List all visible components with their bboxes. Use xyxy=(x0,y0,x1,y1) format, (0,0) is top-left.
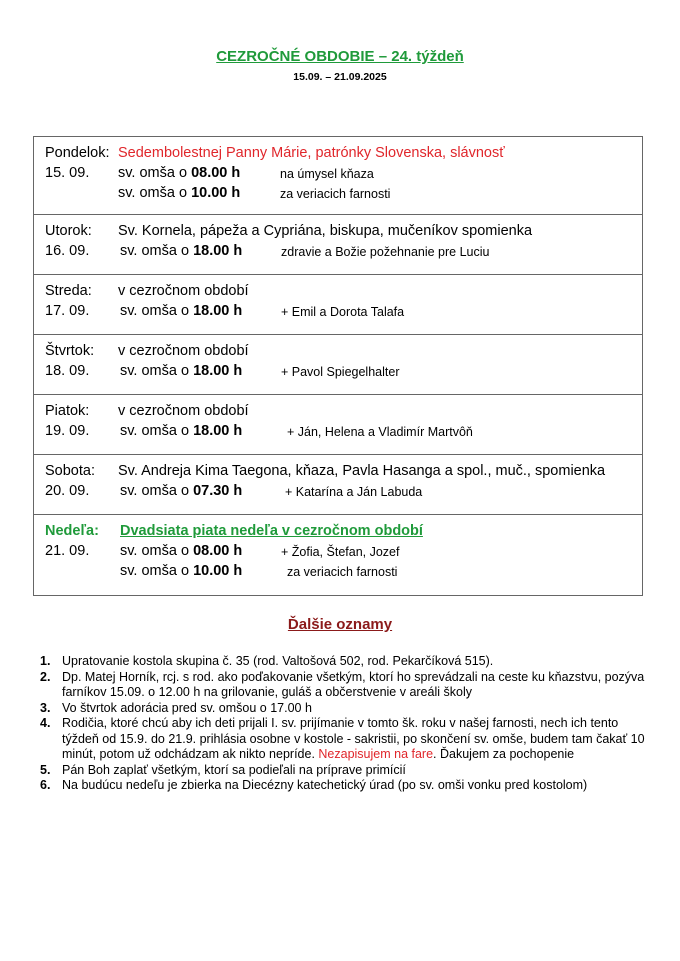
item-number: 6. xyxy=(40,778,51,792)
mass-prefix: sv. omša o xyxy=(120,543,194,559)
mass-intention: + Katarína a Ján Labuda xyxy=(285,485,423,499)
mass-prefix: sv. omša o xyxy=(120,363,194,379)
list-item xyxy=(40,763,650,779)
day-saturday xyxy=(34,455,642,515)
mass-time: 18.00 h xyxy=(193,243,243,259)
mass-prefix: sv. omša o xyxy=(120,243,194,259)
day-feast: v cezročnom období xyxy=(118,283,249,299)
day-friday xyxy=(34,395,642,455)
mass-time: 08.00 h xyxy=(191,165,241,181)
item-text-end: . Ďakujem za pochopenie xyxy=(433,747,575,761)
mass-time: 18.00 h xyxy=(193,303,243,319)
mass-intention: za veriacich farnosti xyxy=(287,565,398,579)
day-feast: Dvadsiata piata nedeľa v cezročnom období xyxy=(120,523,423,539)
day-name: Piatok: xyxy=(45,403,90,419)
item-text: Upratovanie kostola skupina č. 35 (rod. Valtošová 502, rod. Pekarčíková 515). xyxy=(62,654,494,668)
mass-prefix: sv. omša o xyxy=(118,165,192,181)
item-text: Pán Boh zaplať všetkým, ktorí sa podieľali na príprave primícií xyxy=(62,762,406,777)
week-dates: 15.09. – 21.09.2025 xyxy=(293,71,387,83)
mass-intention: + Pavol Spiegelhalter xyxy=(281,365,400,379)
mass-intention: zdravie a Božie požehnanie pre Luciu xyxy=(281,245,490,259)
mass-prefix: sv. omša o xyxy=(120,563,194,579)
mass-intention: za veriacich farnosti xyxy=(280,187,391,201)
day-feast: v cezročnom období xyxy=(118,403,249,419)
mass-time: 18.00 h xyxy=(193,363,243,379)
mass-time: 10.00 h xyxy=(191,185,241,201)
item-number: 2. xyxy=(40,669,51,684)
item-number: 1. xyxy=(40,654,51,668)
day-date: 21. 09. xyxy=(45,543,90,559)
day-feast: Sv. Andreja Kima Taegona, kňaza, Pavla Hasanga a spol., muč., spomienka xyxy=(118,463,606,479)
mass-prefix: sv. omša o xyxy=(118,185,192,201)
day-sunday xyxy=(34,515,642,595)
announcements-title: Ďalšie oznamy xyxy=(287,616,393,633)
mass-time: 07.30 h xyxy=(193,483,243,499)
mass-intention: + Ján, Helena a Vladimír Martvôň xyxy=(287,425,473,439)
item-number: 4. xyxy=(40,716,51,730)
list-item xyxy=(40,778,650,794)
mass-prefix: sv. omša o xyxy=(120,483,194,499)
mass-intention: + Emil a Dorota Talafa xyxy=(281,305,405,319)
mass-time: 18.00 h xyxy=(193,423,243,439)
day-name: Streda: xyxy=(45,283,92,299)
day-date: 18. 09. xyxy=(45,363,90,379)
mass-intention: + Žofia, Štefan, Jozef xyxy=(281,545,400,559)
day-wednesday xyxy=(34,275,642,335)
day-feast: v cezročnom období xyxy=(118,343,249,359)
day-thursday xyxy=(34,335,642,395)
day-name: Štvrtok: xyxy=(45,343,95,359)
mass-prefix: sv. omša o xyxy=(120,303,194,319)
item-text: Na budúcu nedeľu je zbierka na Diecézny katechetický úrad (po sv. omši vonku pred kostolom) xyxy=(62,778,588,792)
page-title: CEZROČNÉ OBDOBIE – 24. týždeň xyxy=(216,48,464,65)
announcements-list xyxy=(40,654,650,794)
day-tuesday xyxy=(34,215,642,275)
item-number: 3. xyxy=(40,700,51,715)
day-name: Sobota: xyxy=(45,463,95,479)
item-text: Dp. Matej Horník, rcj. s rod. ako poďakovanie všetkým, ktorí ho sprevádzali na ceste ku kňazstvu, pozýva farníkov 15.09. o 12.00 h na grilovanie, guláš a občerstvenie v areáli školy xyxy=(62,669,645,699)
day-date: 16. 09. xyxy=(45,243,90,259)
day-feast: Sedembolestnej Panny Márie, patrónky Slovenska, slávnosť xyxy=(118,145,505,161)
item-number: 5. xyxy=(40,762,51,777)
mass-time: 08.00 h xyxy=(193,543,243,559)
day-date: 19. 09. xyxy=(45,423,90,439)
day-name: Pondelok: xyxy=(45,145,110,161)
weekly-schedule xyxy=(33,136,643,596)
item-text: Rodičia, ktoré chcú aby ich deti prijali I. sv. prijímanie v tomto šk. roku v našej farnosti, nech ich tento týždeň od 15.9. do 21.9. prihlásia osobne v kostole - sakristii, po skončení sv. omše, budem tam čakať 10 minút, potom už odchádzam ak nikto nepríde. xyxy=(62,716,645,761)
day-monday xyxy=(34,137,642,215)
day-date: 17. 09. xyxy=(45,303,90,319)
list-item xyxy=(40,654,650,670)
mass-intention: na úmysel kňaza xyxy=(280,167,374,181)
list-item xyxy=(40,670,650,701)
mass-time: 10.00 h xyxy=(193,563,243,579)
list-item xyxy=(40,701,650,717)
list-item xyxy=(40,716,650,763)
mass-prefix: sv. omša o xyxy=(120,423,194,439)
day-date: 20. 09. xyxy=(45,483,90,499)
day-name: Utorok: xyxy=(45,223,92,239)
day-feast: Sv. Kornela, pápeža a Cypriána, biskupa, mučeníkov spomienka xyxy=(118,223,533,239)
item-text: Vo štvrtok adorácia pred sv. omšou o 17.00 h xyxy=(62,700,312,715)
day-date: 15. 09. xyxy=(45,165,90,181)
day-name: Nedeľa: xyxy=(45,523,99,539)
item-warning: Nezapisujem na fare xyxy=(318,747,434,761)
